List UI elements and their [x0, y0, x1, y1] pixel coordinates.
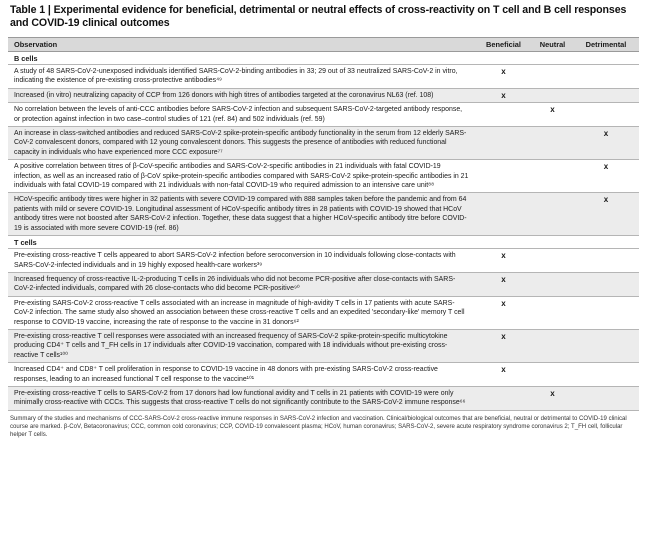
neutral-cell: [531, 387, 574, 410]
table-row: [8, 65, 639, 89]
neutral-cell: [531, 273, 574, 296]
neutral-mark: x: [550, 105, 555, 115]
table-row: [8, 89, 639, 103]
beneficial-cell: [476, 193, 531, 235]
neutral-cell: [531, 103, 574, 126]
detrimental-cell: [574, 249, 638, 272]
observation-cell: Pre-existing SARS-CoV-2 cross-reactive T cells associated with an increase in magnitude of high-avidity T cells in 17 patients with acute SARS-CoV-2 infection. The same study also showed an association between these cross-reactive T cells and an expedited 'secondary-like' memory T cell response to COVID-19 vaccine, increasing the rate of response to the vaccine in 31 donors⁶²: [14, 299, 465, 326]
detrimental-cell: [574, 363, 638, 386]
detrimental-cell: [574, 330, 638, 362]
observation-cell: Pre-existing cross-reactive T cell responses were associated with an increased frequency of SARS-CoV-2 spike-protein-specific multicytokine producing CD4⁺ T cells and T_FH cells in 17 individuals after COVID-19 vaccination, compared with 18 individuals without pre-existing cross-reactive T cells¹⁰⁰: [14, 332, 448, 359]
header-beneficial: Beneficial: [486, 40, 521, 49]
neutral-cell: [531, 127, 574, 159]
beneficial-cell: [476, 65, 531, 88]
observation-cell: Increased CD4⁺ and CD8⁺ T cell proliferation in response to COVID-19 vaccine in 48 donors with pre-existing SARS-CoV-2 cross-reactive responses, leading to an increased functional T cell response to the vaccine¹⁰¹: [14, 366, 438, 383]
table-footnote: Summary of the studies and mechanisms of CCC-SARS-CoV-2 cross-reactive immune responses in SARS-CoV-2 infection and vaccination. Clinical/biological outcomes that are beneficial, neutral or detrimental to COVID-19 clinical course are marked. β-CoV, Betacoronavirus; CCC, common cold coronavirus; CCP, COVID-19 convalescent plasma; HCoV, human coronavirus; SARS-CoV-2, severe acute respiratory syndrome coronavirus 2; T_FH cell, follicular helper T cells.: [10, 415, 627, 438]
observation-cell: Pre-existing cross-reactive T cells appeared to abort SARS-CoV-2 infection before seroconversion in 10 individuals following close-contacts with SARS-CoV-2-infected individuals and in 19 highly exposed health-care workers³⁹: [14, 252, 456, 269]
observation-cell: HCoV-specific antibody titres were higher in 32 patients with severe COVID-19 compared with 888 samples taken before the pandemic and from 64 patients with mild or severe COVID-19. Longitudinal assessment of HCoV-specific antibody titres in 28 patients with COVID-19 showed that HCoV antibody titres were not boosted after SARS-CoV-2 infection. Together, these data suggest that a higher HCoV-specific antibody titre before COVID-19 is associated with more severe COVID-19 (ref. 86): [14, 196, 467, 232]
section-heading: T cells: [8, 236, 639, 249]
neutral-cell: [531, 249, 574, 272]
table-body: [8, 52, 639, 411]
beneficial-cell: [476, 249, 531, 272]
observation-cell: No correlation between the levels of anti-CCC antibodies before SARS-CoV-2 infection and subsequent SARS-CoV-2-targeted antibody response, or protection against infection in two case–control studies of 121 (ref. 84) and 502 individuals (ref. 59): [14, 106, 463, 123]
table-row: [8, 249, 639, 273]
detrimental-cell: [574, 89, 638, 102]
observation-cell: A study of 48 SARS-CoV-2-unexposed individuals identified SARS-CoV-2-binding antibodies in 33; 29 out of 33 neutralized SARS-CoV-2 in vitro, indicating the existence of pre-existing cross-protective antibodies⁴⁹: [14, 68, 458, 85]
beneficial-mark: x: [501, 67, 506, 76]
beneficial-cell: [476, 297, 531, 329]
header-neutral: Neutral: [539, 40, 566, 49]
beneficial-mark: x: [501, 251, 506, 261]
table-row: [8, 330, 639, 363]
table-header-row: [8, 37, 639, 52]
neutral-cell: [531, 160, 574, 192]
section-heading: B cells: [8, 52, 639, 65]
observation-cell: A positive correlation between titres of β-CoV-specific antibodies and SARS-CoV-2-specific antibodies in 21 individuals with fatal COVID-19 infection, as well as an increased ratio of β-CoV spike-protein-specific antibodies compared with SARS-CoV-2 spike-protein-specific antibodies in 21 individuals with fatal COVID-19 compared with 21 individuals with non-fatal COVID-19 who required admission to an intensive care unit⁸⁸: [14, 163, 469, 190]
beneficial-mark: x: [501, 331, 506, 341]
detrimental-cell: [574, 273, 638, 296]
beneficial-cell: [476, 127, 531, 159]
neutral-cell: [531, 297, 574, 329]
beneficial-cell: [476, 387, 531, 410]
neutral-cell: [531, 89, 574, 102]
beneficial-cell: [476, 330, 531, 362]
detrimental-cell: [574, 65, 638, 88]
neutral-cell: [531, 193, 574, 235]
observation-cell: Increased (in vitro) neutralizing capacity of CCP from 126 donors with high titres of antibodies targeted at the coronavirus NL63 (ref. 108): [14, 91, 434, 99]
table-row: [8, 127, 639, 160]
beneficial-mark: x: [501, 274, 506, 284]
detrimental-cell: [574, 127, 638, 159]
detrimental-cell: [574, 160, 638, 192]
table-row: [8, 297, 639, 330]
neutral-mark: x: [550, 388, 555, 398]
beneficial-cell: [476, 363, 531, 386]
beneficial-mark: x: [501, 90, 506, 100]
detrimental-cell: [574, 103, 638, 126]
table-row: [8, 273, 639, 297]
neutral-cell: [531, 65, 574, 88]
table-row: [8, 387, 639, 411]
detrimental-mark: x: [603, 162, 609, 172]
detrimental-mark: x: [603, 195, 609, 205]
beneficial-mark: x: [501, 365, 506, 375]
table-row: [8, 193, 639, 236]
table-row: [8, 160, 639, 193]
beneficial-cell: [476, 89, 531, 102]
header-detrimental: Detrimental: [585, 40, 627, 49]
header-observation: Observation: [14, 40, 58, 49]
table-row: [8, 103, 639, 127]
table-row: [8, 363, 639, 387]
table-title: Table 1 | Experimental evidence for beneficial, detrimental or neutral effects of cross-reactivity on T cell and B cell responses and COVID-19 clinical outcomes: [10, 4, 627, 29]
detrimental-cell: [574, 297, 638, 329]
beneficial-cell: [476, 160, 531, 192]
neutral-cell: [531, 330, 574, 362]
observation-cell: An increase in class-switched antibodies and reduced SARS-CoV-2 spike-protein-specific antibody functionality in the serum from 12 elderly SARS-CoV-2 convalescent donors, compared with 12 young convalescent donors. This suggests the presence of antibodies with reduced functional capacity in individuals who have experienced more CCC exposure⁷⁷: [14, 130, 467, 156]
detrimental-cell: [574, 193, 638, 235]
observation-cell: Pre-existing cross-reactive T cells to SARS-CoV-2 from 17 donors had low functional avidity and T cells in 21 patients with COVID-19 were only minimally cross-reactive with CCCs. This suggests that cross-reactive T cells do not significantly contribute to the SARS-CoV-2 immune response⁶⁶: [14, 389, 466, 407]
beneficial-cell: [476, 103, 531, 126]
beneficial-mark: x: [501, 298, 506, 308]
neutral-cell: [531, 363, 574, 386]
detrimental-mark: x: [603, 129, 609, 139]
detrimental-cell: [574, 387, 638, 410]
beneficial-cell: [476, 273, 531, 296]
observation-cell: Increased frequency of cross-reactive IL-2-producing T cells in 26 individuals who did not become PCR-positive after close-contacts with SARS-CoV-2-infected individuals, compared with 26 close-contacts who did become PCR-positive⁹⁰: [14, 275, 456, 293]
